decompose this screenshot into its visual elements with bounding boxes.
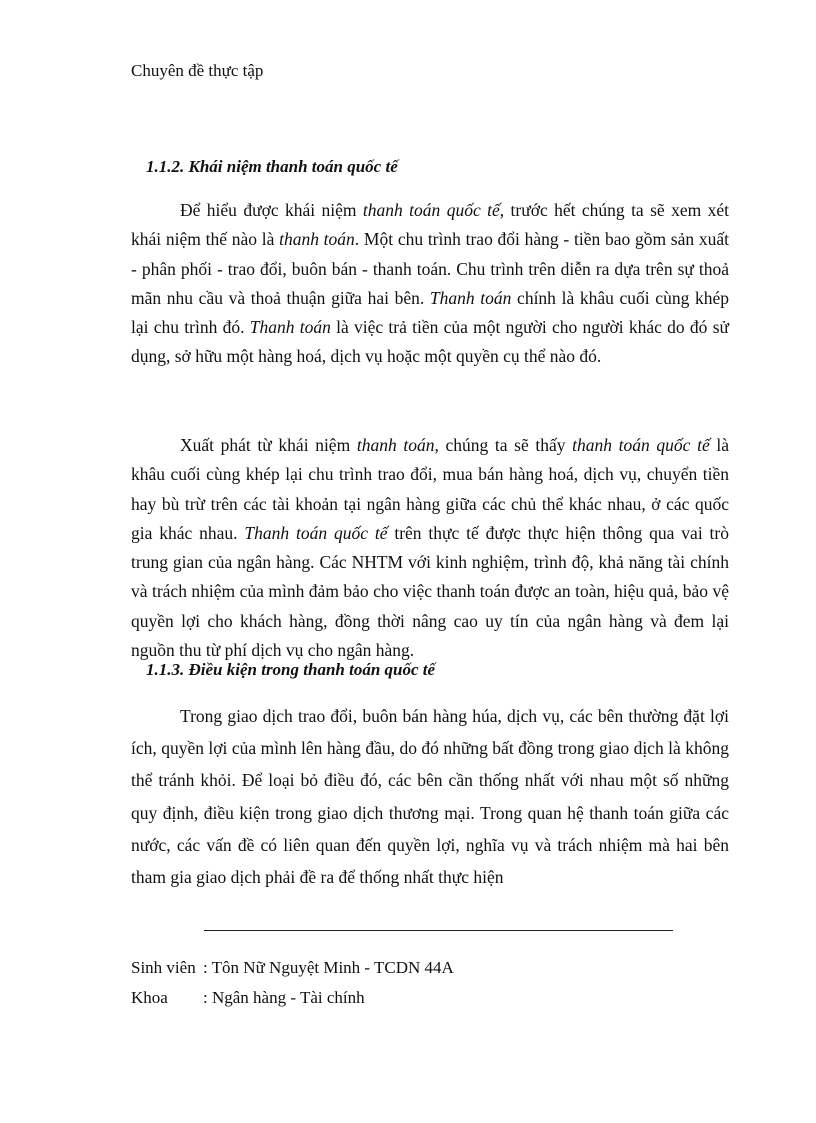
- text-run: là khâu cuối cùng khép lại chu trình trao đổi, mua bán hàng hoá, dịch vụ, chuyển tiền hay bù trừ trên các tài khoản tại ngân hàng giữa các chủ thể khác nhau, ở các quốc gia khác nhau.: [131, 435, 729, 543]
- italic-term: thanh toán quốc tế: [362, 200, 500, 220]
- text-run: . Một chu trình trao đổi hàng - tiền bao gồm sản xuất - phân phối - trao đổi, buôn bán - thanh toán. Chu trình trên diễn ra dựa trên sự thoả mãn nhu cầu và thoả thuận giữa hai bên.: [131, 229, 729, 308]
- paragraph-definition: [131, 196, 729, 372]
- text-run: chính là khâu cuối cùng khép lại chu trình đó.: [131, 287, 729, 338]
- section-heading-1-1-2: 1.1.2. Khái niệm thanh toán quốc tế: [146, 157, 398, 176]
- paragraph-international-payment: [131, 431, 729, 665]
- italic-term: Thanh toán: [249, 317, 331, 338]
- footer-faculty-value: : Ngân hàng - Tài chính: [203, 988, 365, 1007]
- text-run: Trong giao dịch trao đổi, buôn bán hàng húa, dịch vụ, các bên thường đặt lợi ích, quyền lợi của mình lên hàng đầu, do đó những bất đồng trong giao dịch là không thể tránh khỏi. Để loại bỏ điều đó, các bên cần thống nhất với nhau một số những quy định, điều kiện trong giao dịch thương mại. Trong quan hệ thanh toán giữa các nước, các vấn đề có liên quan đến quyền lợi, nghĩa vụ và trách nhiệm mà hai bên tham gia giao dịch phải đề ra để thống nhất thực hiện: [131, 706, 729, 888]
- italic-term: Thanh toán quốc tế: [244, 522, 388, 543]
- footer-divider: [204, 930, 673, 931]
- section-heading-1-1-3: 1.1.3. Điều kiện trong thanh toán quốc tế: [146, 660, 436, 679]
- italic-term: thanh toán: [279, 229, 355, 250]
- paragraph-conditions: [131, 700, 729, 893]
- footer-faculty-label: Khoa: [131, 988, 168, 1007]
- footer-student-value: : Tôn Nữ Nguyệt Minh - TCDN 44A: [203, 958, 454, 977]
- text-run: Để hiểu được khái niệm: [180, 200, 363, 220]
- text-run: Xuất phát từ khái niệm: [180, 435, 357, 455]
- page-header: Chuyên đề thực tập: [131, 61, 264, 80]
- italic-term: Thanh toán: [429, 287, 512, 308]
- text-run: là việc trả tiền của một người cho người khác do đó sử dụng, sở hữu một hàng hoá, dịch vụ hoặc một quyền cụ thể nào đó.: [131, 317, 729, 367]
- italic-term: thanh toán: [356, 435, 435, 455]
- text-run: , trước hết chúng ta sẽ xem xét khái niệm thế nào là: [131, 200, 729, 250]
- footer-student-label: Sinh viên: [131, 958, 196, 977]
- footer-student-line: [131, 958, 454, 978]
- italic-term: thanh toán quốc tế: [572, 435, 710, 455]
- text-run: trên thực tế được thực hiện thông qua vai trò trung gian của ngân hàng. Các NHTM với kinh nghiệm, trình độ, khả năng tài chính và trách nhiệm của mình đảm bảo cho việc thanh toán được an toàn, hiệu quả, bảo vệ quyền lợi cho khách hàng, đồng thời nâng cao uy tín của ngân hàng và đem lại nguồn thu từ phí dịch vụ cho ngân hàng.: [131, 522, 729, 661]
- text-run: , chúng ta sẽ thấy: [434, 435, 573, 455]
- footer-faculty-line: [131, 988, 365, 1008]
